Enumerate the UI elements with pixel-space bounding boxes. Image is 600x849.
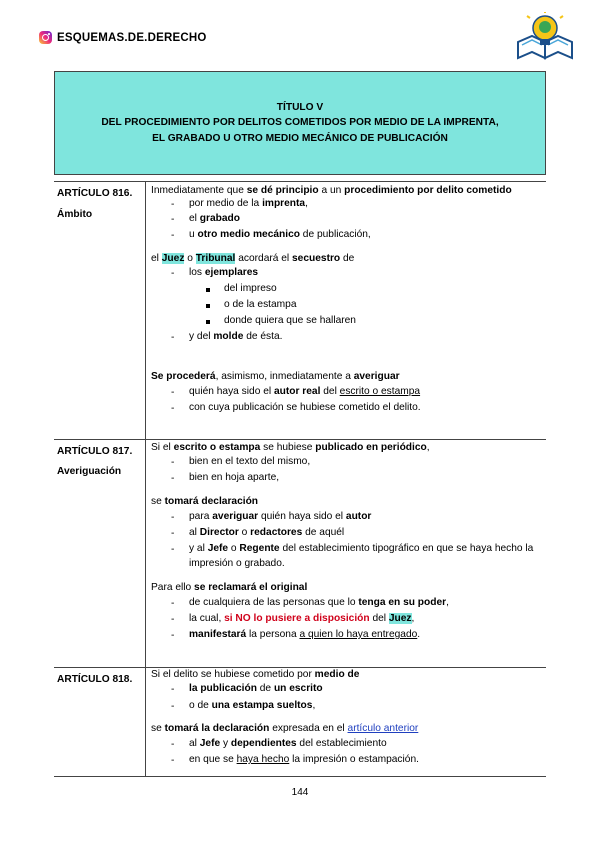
art818-item-estampa: o de una estampa sueltos, (189, 700, 316, 711)
article-817-label-cell (54, 440, 146, 668)
art817-item-disposicion: la cual, si NO lo pusiere a disposición del Juez, (189, 613, 415, 624)
art816-item-otro-medio: u otro medio mecánico de publicación, (189, 229, 371, 240)
article-817-label: ARTÍCULO 817. (57, 446, 133, 457)
art817-item-jefe-cont: impresión o grabado. (189, 558, 285, 569)
art817-item-hoja: bien en hoja aparte, (189, 472, 280, 483)
title-line-3: EL GRABADO U OTRO MEDIO MECÁNICO DE PUBLICACIÓN (152, 132, 448, 144)
art816-item-molde: y del molde de ésta. (189, 331, 283, 342)
lightbulb-book-logo (514, 12, 576, 62)
art818-line-1: Si el delito se hubiese cometido por medio de (151, 669, 360, 680)
art817-item-manifestara: manifestará la persona a quien lo haya entregado. (189, 629, 421, 640)
art816-subitem-impreso: del impreso (224, 283, 277, 294)
art816-subitem-donde: donde quiera que se hallaren (224, 315, 356, 326)
article-817-row: ARTÍCULO 817. Averiguación Si el escrito o estampa se hubiese publicado en periódico, - bien en el texto del mismo, - bien en hoja aparte, se tomará declaración - para averiguar quién haya sido el autor - al Director o redactores de aquél - y al Jefe o Regente del establecimiento tipográfico en que se haya hecho la impresión o grabado. Para ello se reclamará el original - de cualquiera de las personas que lo tenga en su poder, - la cual, si NO lo pusiere a disposición del Juez, - manifestará la persona a quien lo haya entregado. (54, 439, 546, 668)
brand (39, 31, 207, 44)
art816-item-ejemplares: los ejemplares (189, 267, 259, 278)
article-818-label: ARTÍCULO 818. (57, 674, 133, 685)
art817-item-texto: bien en el texto del mismo, (189, 456, 311, 467)
article-816-label: ARTÍCULO 816. (57, 188, 133, 199)
articulo-anterior-link[interactable]: artículo anterior (347, 723, 419, 734)
art817-line-declaracion: se tomará declaración (151, 496, 259, 507)
art817-item-director: al Director o redactores de aquél (189, 527, 345, 538)
art818-item-escrito: la publicación de un escrito (189, 683, 323, 694)
art817-line-1: Si el escrito o estampa se hubiese publicado en periódico, (151, 442, 430, 453)
title-table (54, 71, 546, 175)
art816-item-publicacion: con cuya publicación se hubiese cometido el delito. (189, 402, 421, 413)
art818-item-jefe: al Jefe y dependientes del establecimiento (189, 738, 387, 749)
art817-item-poder: de cualquiera de las personas que lo tenga en su poder, (189, 597, 449, 608)
art818-line-declaracion: se tomará la declaración expresada en el artículo anterior (151, 723, 419, 734)
article-816-row: ARTÍCULO 816. Ámbito Inmediatamente que se dé principio a un procedimiento por delito cometido - por medio de la imprenta, - el grabado - u otro medio mecánico de publicación, el Juez o Tribunal acordará el secuestro de - los ejemplares del impreso o de la estampa donde quiera que se hallaren - y del molde de ésta. Se procederá, asimismo, inmediatamente a averiguar - quién haya sido el autor real del escrito o estampa - con cuya publicación se hubiese cometido el delito. (54, 181, 546, 440)
art816-item-grabado: el grabado (189, 213, 240, 224)
title-box (54, 71, 546, 175)
page-number: 144 (291, 787, 309, 798)
brand-text: ESQUEMAS.DE.DERECHO (57, 31, 207, 44)
art816-line-juez: el Juez o Tribunal acordará el secuestro de (151, 253, 355, 264)
instagram-icon (39, 31, 52, 44)
article-818-label-cell (54, 668, 146, 776)
art816-subitem-estampa: o de la estampa (224, 299, 297, 310)
art817-item-averiguar: para averiguar quién haya sido el autor (189, 511, 372, 522)
art816-line-averiguar: Se procederá, asimismo, inmediatamente a averiguar (151, 371, 400, 382)
title-line-2: DEL PROCEDIMIENTO POR DELITOS COMETIDOS POR MEDIO DE LA IMPRENTA, (101, 117, 499, 129)
art817-line-original: Para ello se reclamará el original (151, 582, 308, 593)
art816-item-autor: quién haya sido el autor real del escrito o estampa (189, 386, 421, 397)
article-817-subtitle: Averiguación (57, 466, 122, 477)
article-818-row: ARTÍCULO 818. Si el delito se hubiese cometido por medio de - la publicación de un escrito - o de una estampa sueltos, se tomará la declaración expresada en el artículo anterior - al Jefe y dependientes del establecimiento - en que se haya hecho la impresión o estampación. (54, 667, 546, 777)
art817-item-jefe: y al Jefe o Regente del establecimiento tipográfico en que se haya hecho la (189, 543, 534, 554)
art816-line-1: Inmediatamente que se dé principio a un procedimiento por delito cometido (151, 185, 512, 196)
article-816-label-cell (54, 182, 146, 440)
article-816-subtitle: Ámbito (57, 209, 93, 220)
art816-item-imprenta: por medio de la imprenta, (189, 198, 308, 209)
title-line-1: TÍTULO V (276, 101, 324, 113)
art818-item-impresion: en que se haya hecho la impresión o estampación. (189, 754, 419, 765)
